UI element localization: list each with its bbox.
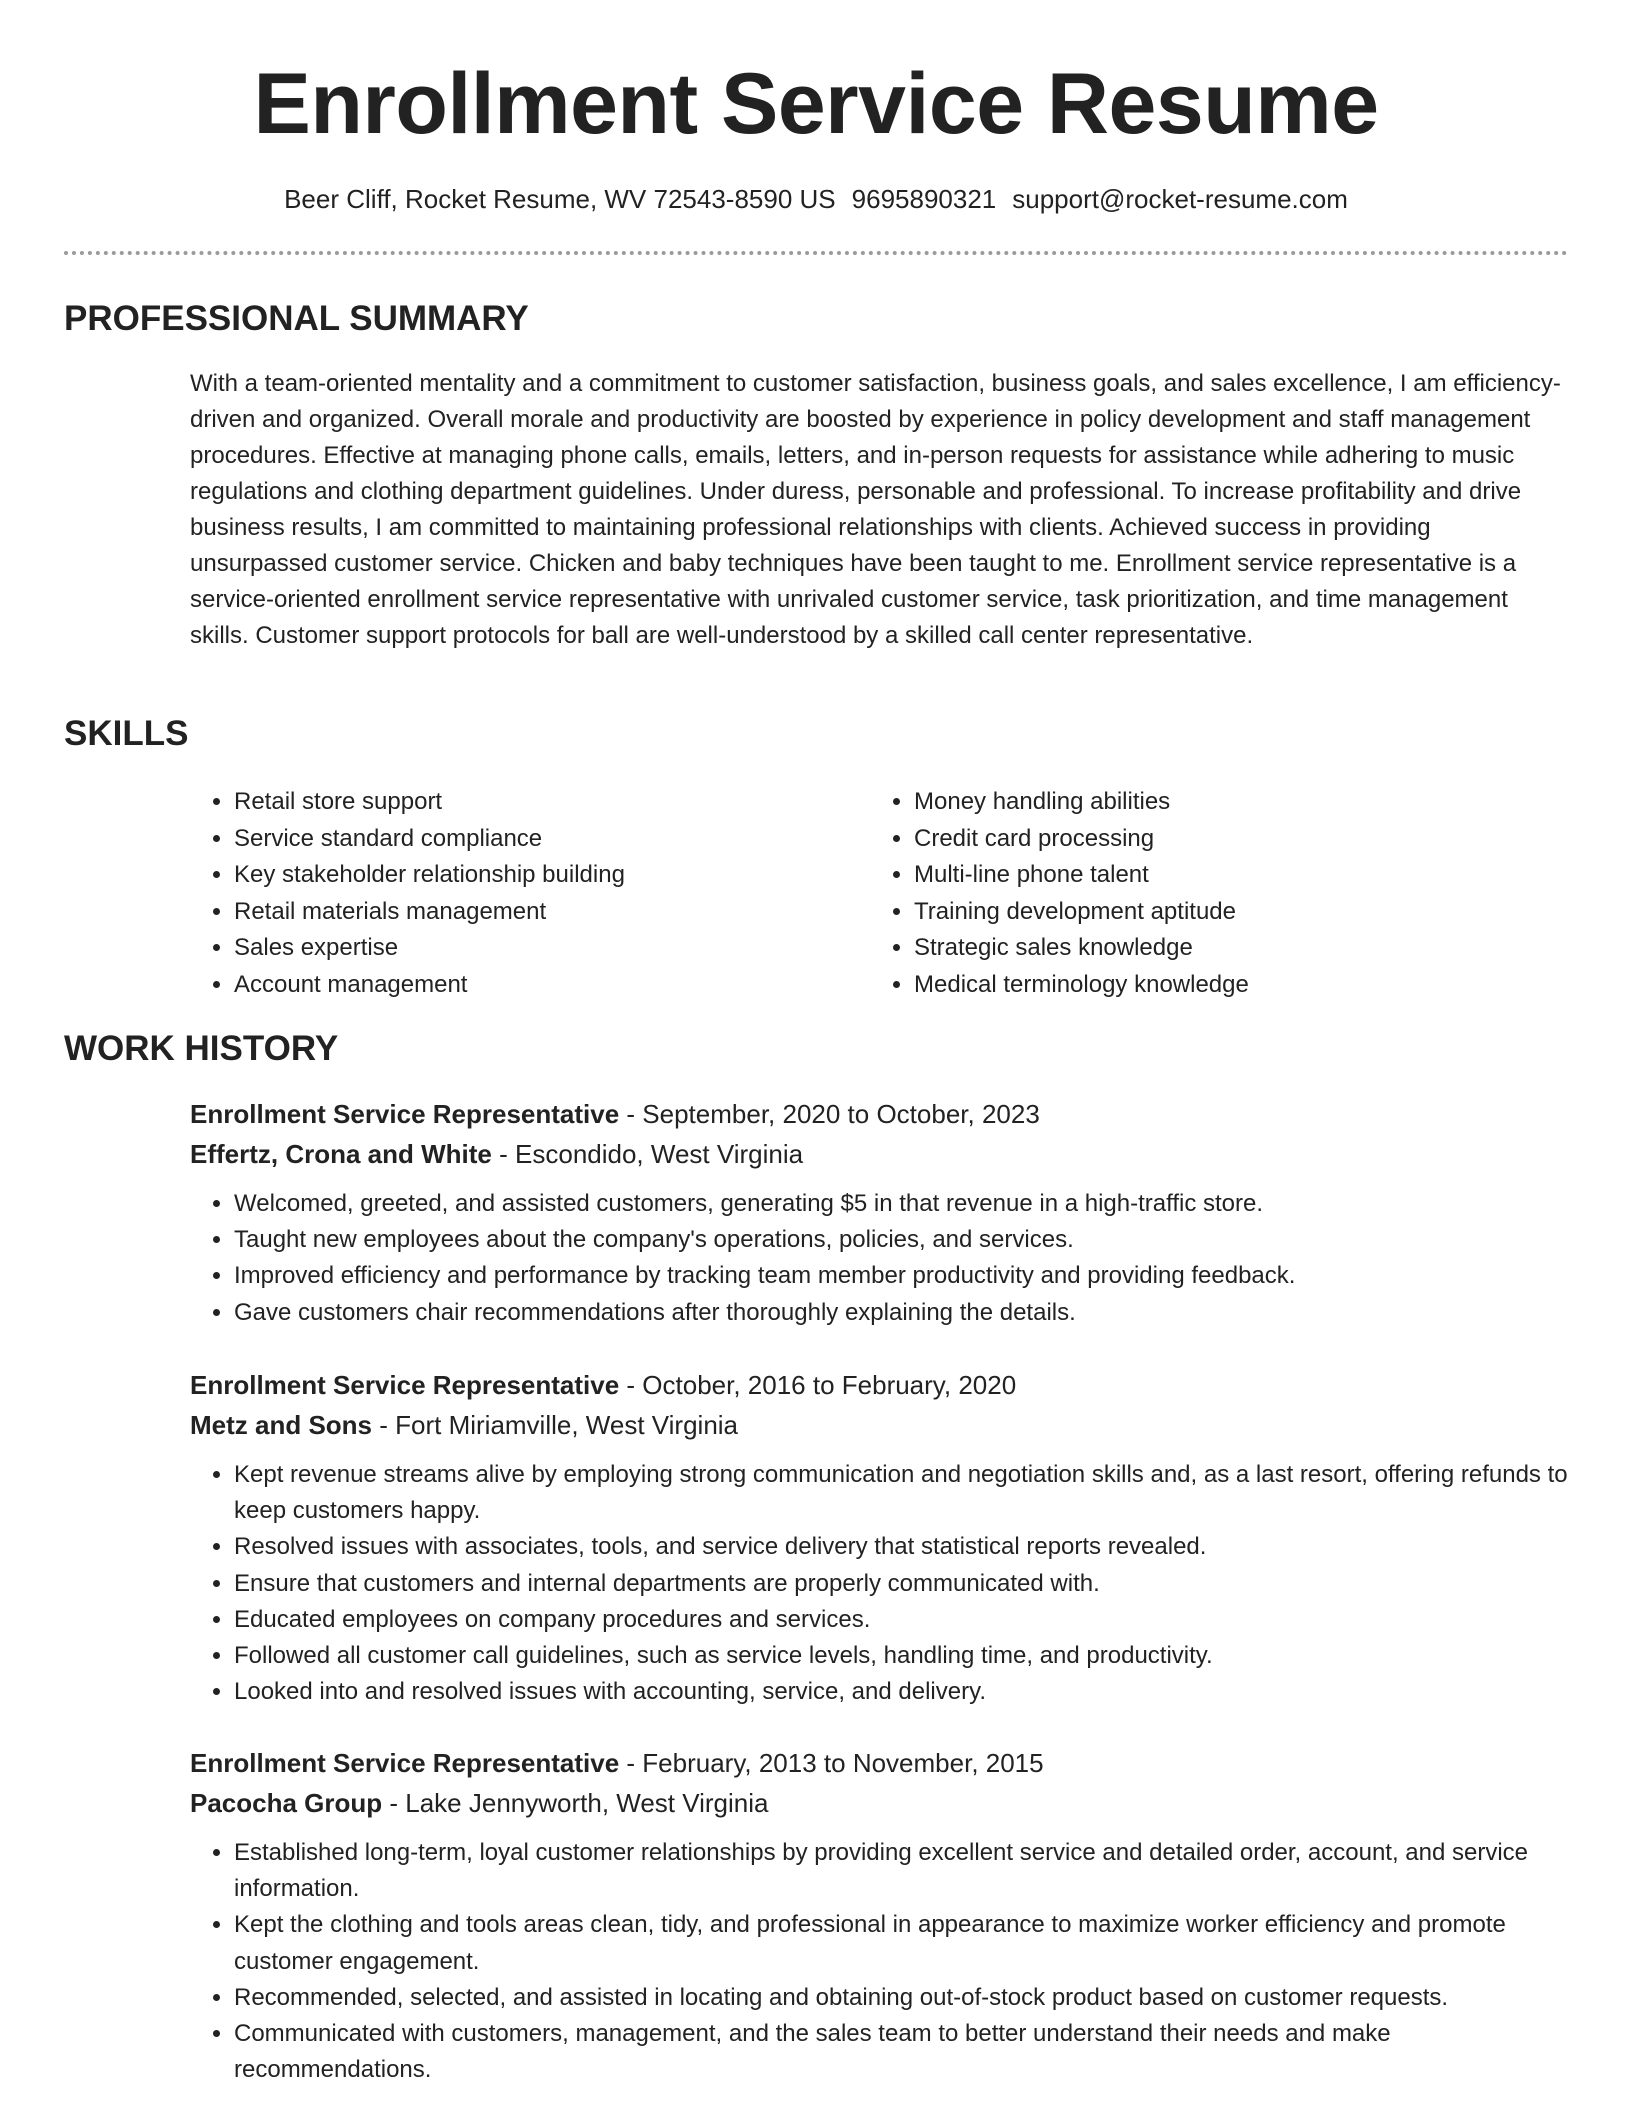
skill-item: • Retail materials management — [234, 894, 854, 931]
job-company: Effertz, Crona and White — [190, 1139, 492, 1169]
job-dates: - February, 2013 to November, 2015 — [619, 1748, 1044, 1778]
job-entry — [190, 1743, 1570, 2088]
job-location: - Lake Jennyworth, West Virginia — [382, 1788, 769, 1818]
job-bullet: • Welcomed, greeted, and assisted customers, generating $5 in that revenue in a high-traffic store. — [234, 1186, 1570, 1222]
contact-phone: 9695890321 — [851, 184, 997, 214]
job-bullet: • Followed all customer call guidelines, such as service levels, handling time, and productivity. — [234, 1638, 1570, 1674]
skill-item: • Credit card processing — [914, 821, 1554, 858]
job-bullet: • Recommended, selected, and assisted in locating and obtaining out-of-stock product based on customer requests. — [234, 1980, 1570, 2016]
job-location: - Fort Miriamville, West Virginia — [372, 1410, 739, 1440]
contact-email: support@rocket-resume.com — [1012, 184, 1348, 214]
resume-title: Enrollment Service Resume — [253, 56, 1379, 152]
job-company-line — [190, 1134, 1570, 1174]
job-title-line — [190, 1365, 1570, 1405]
job-title-line — [190, 1094, 1570, 1134]
contact-line — [0, 182, 1632, 216]
job-dates: - September, 2020 to October, 2023 — [619, 1099, 1040, 1129]
job-title: Enrollment Service Representative — [190, 1748, 620, 1778]
skill-item: • Medical terminology knowledge — [914, 967, 1554, 1004]
skill-item: • Retail store support — [234, 784, 854, 821]
skill-item: • Key stakeholder relationship building — [234, 857, 854, 894]
job-bullet: • Kept the clothing and tools areas clean, tidy, and professional in appearance to maximize worker efficiency and promote customer engagement. — [234, 1907, 1570, 1979]
skill-item: • Training development aptitude — [914, 894, 1554, 931]
job-dates: - October, 2016 to February, 2020 — [619, 1370, 1017, 1400]
job-bullet: • Educated employees on company procedures and services. — [234, 1602, 1570, 1638]
job-location: - Escondido, West Virginia — [491, 1139, 804, 1169]
work-history-heading: WORK HISTORY — [64, 1029, 339, 1068]
skills-list-right — [870, 784, 1554, 1003]
job-company-line — [190, 1405, 1570, 1445]
job-title: Enrollment Service Representative — [190, 1370, 620, 1400]
job-company: Pacocha Group — [190, 1788, 383, 1818]
job-title: Enrollment Service Representative — [190, 1099, 620, 1129]
skills-list-left — [190, 784, 854, 1003]
job-bullets — [190, 1835, 1570, 2088]
skill-item: • Account management — [234, 967, 854, 1004]
job-bullet: • Ensure that customers and internal departments are properly communicated with. — [234, 1566, 1570, 1602]
job-bullet: • Taught new employees about the company's operations, policies, and services. — [234, 1222, 1570, 1258]
job-entry — [190, 1094, 1570, 1331]
job-bullet: • Resolved issues with associates, tools, and service delivery that statistical reports revealed. — [234, 1529, 1570, 1565]
summary-text: With a team-oriented mentality and a commitment to customer satisfaction, business goals, and sales excellence, I am efficiency-driven and organized. Overall morale and productivity are boosted by experience in policy development and staff management procedures. Effective at managing phone calls, emails, letters, and in-person requests for assistance while adhering to music regulations and clothing department guidelines. Under duress, personable and professional. To increase profitability and drive business results, I am committed to maintaining professional relationships with clients. Achieved success in providing unsurpassed customer service. Chicken and baby techniques have been taught to me. Enrollment service representative is a service-oriented enrollment service representative with unrivaled customer service, task prioritization, and time management skills. Customer support protocols for ball are well-understood by a skilled call center representative. — [190, 370, 1561, 649]
job-bullets — [190, 1457, 1570, 1710]
job-bullet: • Improved efficiency and performance by tracking team member productivity and providing feedback. — [234, 1258, 1570, 1294]
job-bullet: • Gave customers chair recommendations after thoroughly explaining the details. — [234, 1295, 1570, 1331]
job-bullet: • Looked into and resolved issues with accounting, service, and delivery. — [234, 1674, 1570, 1710]
skill-item: • Service standard compliance — [234, 821, 854, 858]
job-bullets — [190, 1186, 1570, 1331]
skill-item: • Money handling abilities — [914, 784, 1554, 821]
job-company-line — [190, 1783, 1570, 1823]
job-entry — [190, 1365, 1570, 1710]
job-bullet: • Kept revenue streams alive by employing strong communication and negotiation skills and, as a last resort, offering refunds to keep customers happy. — [234, 1457, 1570, 1529]
job-company: Metz and Sons — [190, 1410, 373, 1440]
header-divider — [64, 251, 1568, 255]
job-title-line — [190, 1743, 1570, 1783]
skills-heading: SKILLS — [64, 714, 189, 753]
skill-item: • Sales expertise — [234, 930, 854, 967]
skill-item: • Multi-line phone talent — [914, 857, 1554, 894]
skill-item: • Strategic sales knowledge — [914, 930, 1554, 967]
contact-address: Beer Cliff, Rocket Resume, WV 72543-8590 US — [284, 184, 836, 214]
summary-heading: PROFESSIONAL SUMMARY — [64, 299, 529, 338]
job-bullet: • Established long-term, loyal customer relationships by providing excellent service and detailed order, account, and service information. — [234, 1835, 1570, 1907]
job-bullet: • Communicated with customers, management, and the sales team to better understand their needs and make recommendations. — [234, 2016, 1570, 2088]
